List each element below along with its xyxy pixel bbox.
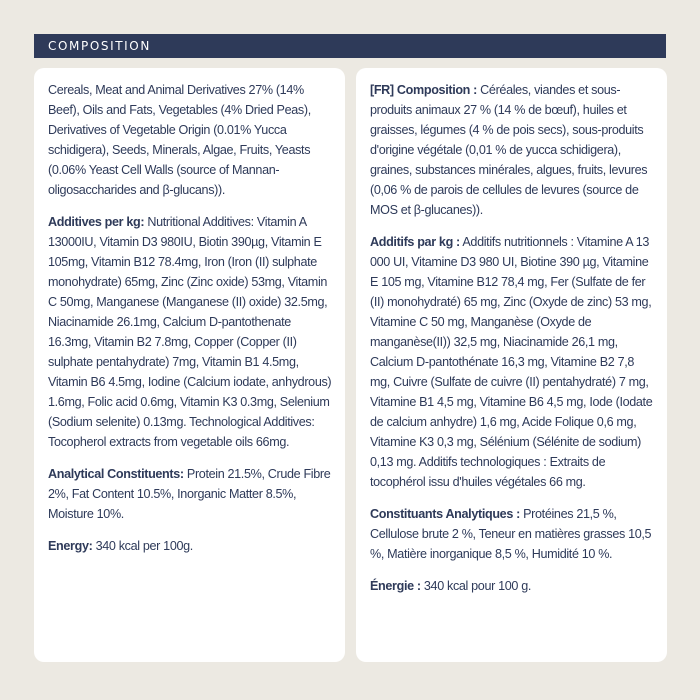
energy-paragraph (48, 536, 335, 556)
fr-composition-text: Céréales, viandes et sous-produits animaux 27 % (14 % de bœuf), huiles et graisses, légumes (4 % de pois secs), sous-produits d'origine végétale (0,01 % de yucca schidigera), graines, substances minérales, algues, fruits, levures (0,06 % de parois de cellules de levures (source de MOS et β-glucanes)). (370, 83, 648, 217)
fr-composition-paragraph (370, 80, 657, 220)
fr-analytical-label: Constituants Analytiques : (370, 507, 520, 521)
french-panel (356, 68, 667, 662)
fr-composition-label: [FR] Composition : (370, 83, 478, 97)
fr-energy-paragraph (370, 576, 657, 596)
composition-paragraph (48, 80, 335, 200)
english-panel (34, 68, 345, 662)
energy-label: Energy: (48, 539, 93, 553)
additives-text: Nutritional Additives: Vitamin A 13000IU, Vitamin D3 980IU, Biotin 390µg, Vitamin E 105mg, Vitamin B12 78.4mg, Iron (Iron (II) sulphate monohydrate) 65mg, Zinc (Zinc oxide) 53mg, Vitamin C 50mg, Manganese (Manganese (II) oxide) 32.5mg, Niacinamide 26.1mg, Calcium D-pantothenate 16.3mg, Vitamin B2 7.8mg, Copper (Copper (II) sulphate pentahydrate) 7mg, Vitamin B1 4.5mg, Vitamin B6 4.5mg, Iodine (Calcium iodate, anhydrous) 1.6mg, Folic acid 0.6mg, Vitamin K3 0.3mg, Selenium (Sodium selenite) 0.13mg. Technological Additives: Tocopherol extracts from vegetable oils 66mg. (48, 215, 332, 449)
fr-additives-text: Additifs nutritionnels : Vitamine A 13 000 UI, Vitamine D3 980 UI, Biotine 390 µg, Vitamine E 105 mg, Vitamine B12 78,4 mg, Fer (Sulfate de fer (II) monohydraté) 65 mg, Zinc (Oxyde de zinc) 53 mg, Vitamine C 50 mg, Manganèse (Oxyde de manganèse(II)) 32,5 mg, Niacinamide 26,1 mg, Calcium D-pantothénate 16,3 mg, Vitamine B2 7,8 mg, Cuivre (Sulfate de cuivre (II) pentahydraté) 7 mg, Vitamine B1 4,5 mg, Vitamine B6 4,5 mg, Iode (Iodate de calcium anhydre) 1,6 mg, Acide Folique 0,6 mg, Vitamine K3 0,3 mg, Sélénium (Sélénite de sodium) 0,13 mg. Additifs technologiques : Extraits de tocophérol issu d'huiles végétales 66 mg. (370, 235, 653, 489)
fr-additives-label: Additifs par kg : (370, 235, 460, 249)
fr-additives-paragraph (370, 232, 657, 492)
additives-label: Additives per kg: (48, 215, 145, 229)
fr-analytical-text: Protéines 21,5 %, Cellulose brute 2 %, Teneur en matières grasses 10,5 %, Matière inorganique 8,5 %, Humidité 10 %. (370, 507, 652, 561)
composition-text: Cereals, Meat and Animal Derivatives 27% (14% Beef), Oils and Fats, Vegetables (4% Dried Peas), Derivatives of Vegetable Origin (0.01% Yucca schidigera), Seeds, Minerals, Algae, Fruits, Yeasts (0.06% Yeast Cell Walls (source of Mannan-oligosaccharides and β-glucans)). (48, 83, 311, 197)
analytical-paragraph (48, 464, 335, 524)
additives-paragraph (48, 212, 335, 452)
fr-analytical-paragraph (370, 504, 657, 564)
section-title: COMPOSITION (48, 39, 151, 53)
fr-energy-label: Énergie : (370, 579, 421, 593)
fr-energy-text: 340 kcal pour 100 g. (420, 579, 532, 593)
analytical-label: Analytical Constituents: (48, 467, 184, 481)
section-header (34, 34, 666, 58)
energy-text: 340 kcal per 100g. (92, 539, 193, 553)
analytical-text: Protein 21.5%, Crude Fibre 2%, Fat Content 10.5%, Inorganic Matter 8.5%, Moisture 10%. (48, 467, 331, 521)
